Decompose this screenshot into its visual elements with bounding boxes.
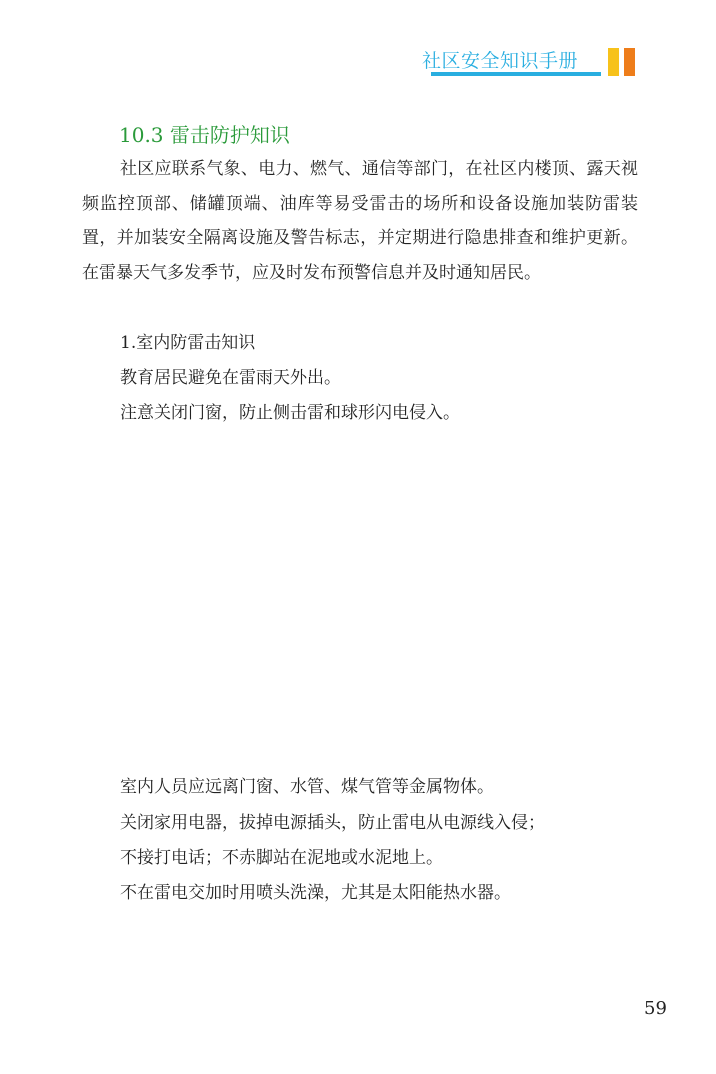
header-bar-yellow — [608, 48, 619, 76]
handbook-title: 社区安全知识手册 — [422, 50, 579, 72]
subheading: 1.室内防雷击知识 — [120, 333, 256, 353]
section-heading: 10.3 雷击防护知识 — [119, 123, 290, 147]
list-item: 不接打电话；不赤脚站在泥地或水泥地上。 — [120, 848, 443, 868]
intro-paragraph: 社区应联系气象、电力、燃气、通信等部门，在社区内楼顶、露天视频监控顶部、储罐顶端、油库等易受雷击的场所和设备设施加装防雷装置，并加装安全隔离设施及警告标志，并定期进行隐患排查和维护更新。在雷暴天气多发季节，应及时发布预警信息并及时通知居民。 — [82, 159, 638, 283]
list-item: 不在雷电交加时用喷头洗澡，尤其是太阳能热水器。 — [120, 883, 511, 903]
header-underline — [431, 72, 601, 76]
list-item: 注意关闭门窗，防止侧击雷和球形闪电侵入。 — [120, 403, 460, 423]
page-number: 59 — [644, 998, 667, 1019]
header-bar-orange — [624, 48, 635, 76]
list-item: 教育居民避免在雷雨天外出。 — [120, 368, 341, 388]
list-item: 关闭家用电器，拔掉电源插头，防止雷电从电源线入侵； — [120, 813, 545, 833]
list-item: 室内人员应远离门窗、水管、煤气管等金属物体。 — [120, 777, 494, 797]
